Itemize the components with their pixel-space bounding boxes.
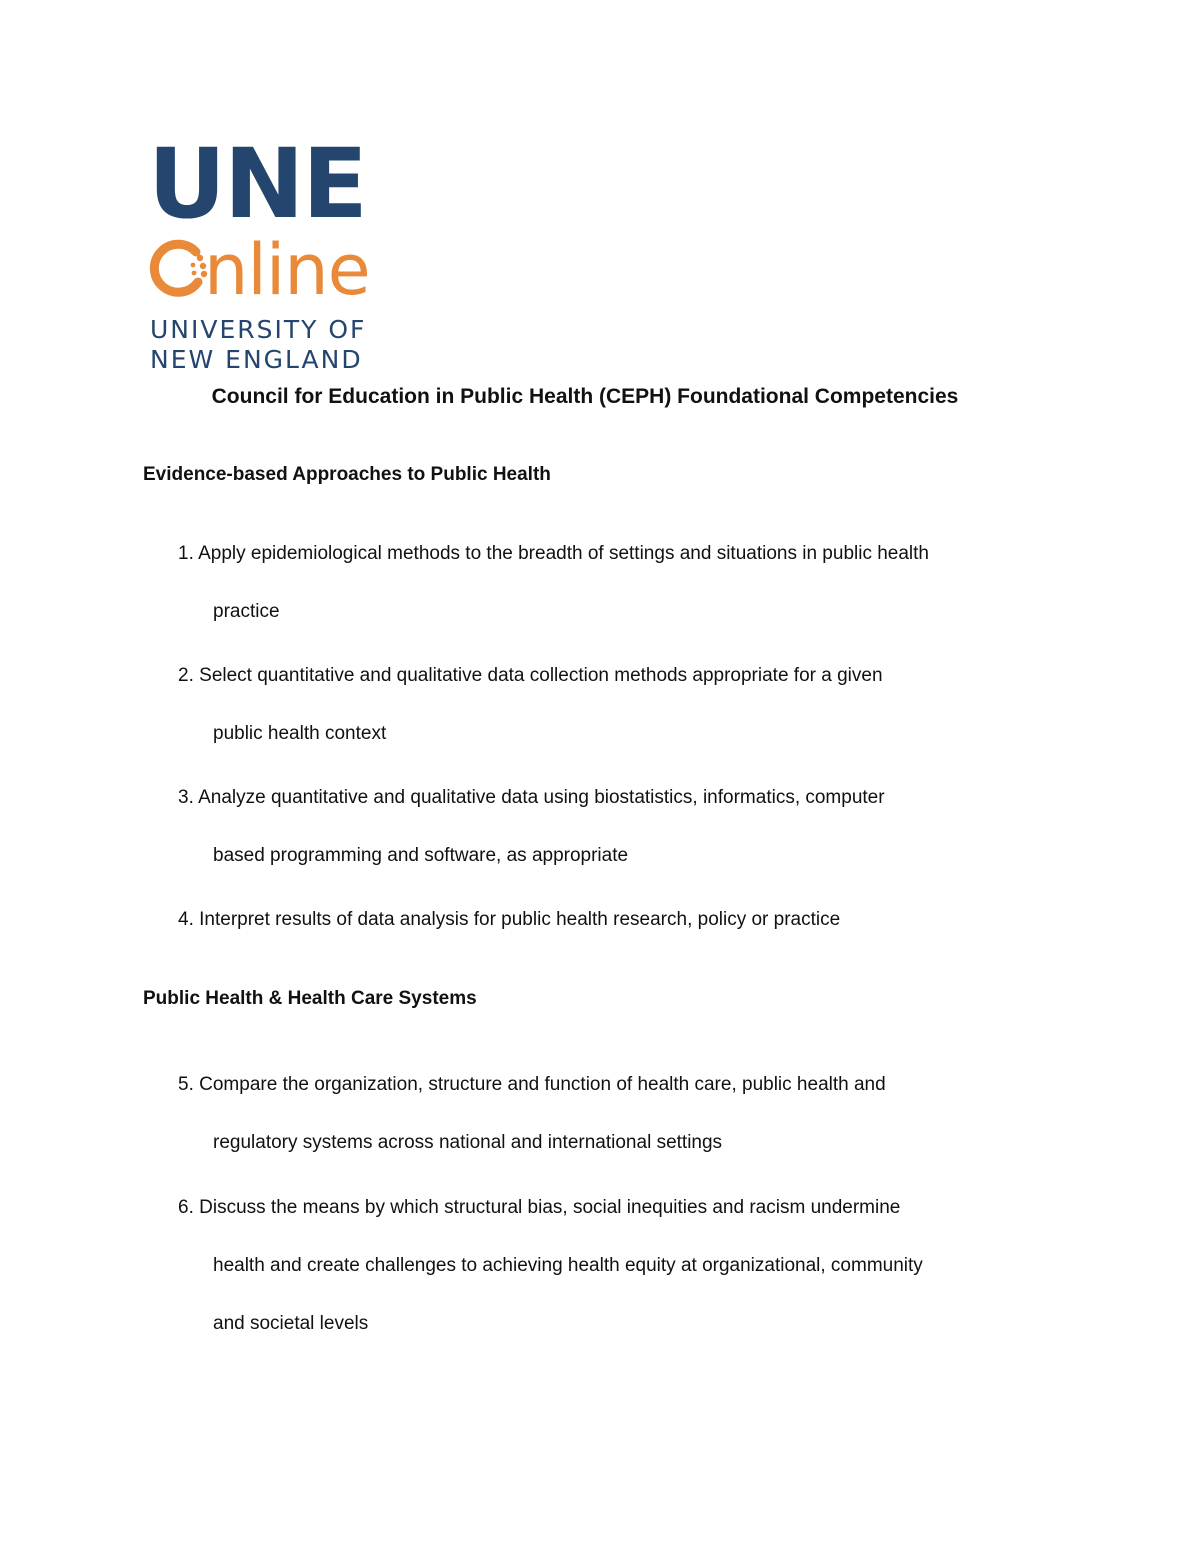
competency-text-line2: based programming and software, as appropriate xyxy=(213,845,629,866)
competency-item-1 xyxy=(178,525,1058,641)
competency-number: 6. xyxy=(178,1197,194,1218)
competency-number: 2. xyxy=(178,665,194,686)
competency-text-line1: Apply epidemiological methods to the breadth of settings and situations in public health xyxy=(198,543,929,564)
competency-number: 5. xyxy=(178,1074,194,1095)
section-heading-health-care-systems: Public Health & Health Care Systems xyxy=(143,988,477,1009)
logo-university-line2: NEW ENGLAND xyxy=(150,345,363,374)
competency-item-5 xyxy=(178,1056,1058,1172)
competency-number: 1. xyxy=(178,543,194,564)
competency-text-line1: Interpret results of data analysis for public health research, policy or practice xyxy=(199,909,841,930)
competency-text-line1: Analyze quantitative and qualitative data using biostatistics, informatics, computer xyxy=(198,787,885,808)
section-heading-evidence-based: Evidence-based Approaches to Public Health xyxy=(143,464,551,485)
competency-item-6 xyxy=(178,1179,1058,1353)
logo-o-dots-icon xyxy=(148,238,210,300)
competency-text-line2: public health context xyxy=(213,723,387,744)
logo-une-wordmark: UNE xyxy=(148,128,366,240)
competency-text-line1: Discuss the means by which structural bias, social inequities and racism undermine xyxy=(199,1197,901,1218)
logo-university-line1: UNIVERSITY OF xyxy=(150,315,367,344)
competency-text-line2: regulatory systems across national and international settings xyxy=(213,1132,723,1153)
competency-text-line2: practice xyxy=(213,601,280,622)
competency-text-line3: and societal levels xyxy=(213,1313,369,1334)
competency-text-line1: Select quantitative and qualitative data collection methods appropriate for a given xyxy=(199,665,883,686)
competency-item-4 xyxy=(178,891,1058,949)
une-online-logo xyxy=(148,128,388,375)
competency-number: 4. xyxy=(178,909,194,930)
document-title: Council for Education in Public Health (CEPH) Foundational Competencies xyxy=(211,385,959,408)
competency-item-3 xyxy=(178,769,1058,885)
competency-item-2 xyxy=(178,647,1058,763)
competency-text-line2: health and create challenges to achieving health equity at organizational, community xyxy=(213,1255,923,1276)
logo-online-text: nline xyxy=(204,229,370,311)
competency-text-line1: Compare the organization, structure and function of health care, public health and xyxy=(199,1074,886,1095)
competency-number: 3. xyxy=(178,787,194,808)
